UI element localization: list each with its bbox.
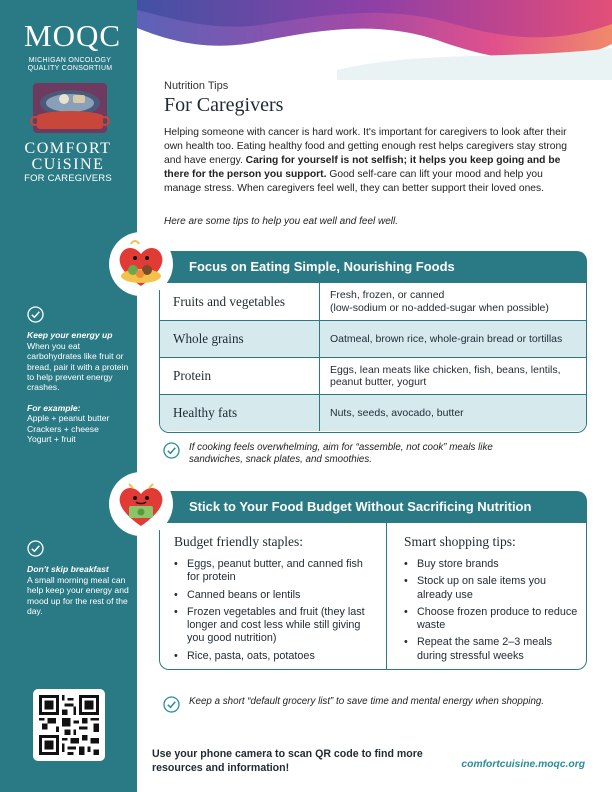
check-circle-icon <box>163 696 180 713</box>
food-category: Whole grains <box>160 321 320 357</box>
qr-code[interactable] <box>33 689 105 761</box>
sidebar <box>0 0 137 792</box>
list-item: • Frozen vegetables and fruit (they last longer and cost less while still giving you good nutrition) <box>174 606 374 646</box>
list-item: • Stock up on sale items you already use <box>404 575 579 602</box>
program-subtitle: FOR CAREGIVERS <box>24 173 112 184</box>
moqc-logo-subtitle: MICHIGAN ONCOLOGY QUALITY CONSORTIUM <box>27 57 113 72</box>
website-link[interactable]: comfortcuisine.moqc.org <box>461 759 585 770</box>
heart-money-icon <box>109 472 173 536</box>
tip-example: Crackers + cheese <box>27 423 99 434</box>
tip-heading: Don't skip breakfast <box>27 564 109 575</box>
page-eyebrow: Nutrition Tips <box>164 80 229 92</box>
program-title: COMFORT CUiSINE <box>24 140 112 173</box>
page-title: For Caregivers <box>164 94 284 116</box>
qr-instructions: Use your phone camera to scan QR code to find more resources and information! <box>152 748 423 774</box>
tip-body: A small morning meal can help keep your energy and mood up for the rest of the day. <box>27 574 129 617</box>
pot-icon <box>27 81 113 137</box>
tip-example-heading: For example: <box>27 402 81 413</box>
moqc-logo: MOQC <box>24 18 122 53</box>
table-row <box>160 283 586 320</box>
food-description: Oatmeal, brown rice, whole-grain bread or tortillas <box>330 332 563 345</box>
budget-box <box>159 523 587 670</box>
food-description: Nuts, seeds, avocado, butter <box>330 406 464 419</box>
food-category: Protein <box>160 358 320 394</box>
list-item: • Canned beans or lentils <box>174 589 374 602</box>
table-row <box>160 394 586 431</box>
list-item: • Repeat the same 2–3 meals during stressful weeks <box>404 636 579 663</box>
header-wave <box>137 0 612 80</box>
tip-example: Apple + peanut butter <box>27 413 110 424</box>
food-description: Eggs, lean meats like chicken, fish, beans, lentils, peanut butter, yogurt <box>330 363 561 388</box>
table-row <box>160 320 586 357</box>
shopping-tips-heading: Smart shopping tips: <box>404 534 516 549</box>
section-foods-header: Focus on Eating Simple, Nourishing Foods <box>159 251 587 283</box>
budget-staples-heading: Budget friendly staples: <box>174 534 303 549</box>
budget-note: Keep a short “default grocery list” to save time and mental energy when shopping. <box>163 696 549 713</box>
tip-body: When you eat carbohydrates like fruit or bread, pair it with a protein to help prevent energy crashes. <box>27 340 129 393</box>
check-circle-icon <box>27 306 44 323</box>
foods-table <box>159 283 587 433</box>
food-category: Fruits and vegetables <box>160 283 320 320</box>
check-circle-icon <box>163 442 180 459</box>
budget-staples-column <box>160 523 387 670</box>
list-item: • Choose frozen produce to reduce waste <box>404 606 579 633</box>
intro-tagline: Here are some tips to help you eat well and feel well. <box>164 216 399 227</box>
foods-note: If cooking feels overwhelming, aim for “assemble, not cook” meals like sandwiches, snack plates, and smoothies. <box>163 442 549 467</box>
shopping-tips-column <box>387 523 586 670</box>
sidebar-tip-breakfast <box>27 540 131 616</box>
tip-heading: Keep your energy up <box>27 330 113 341</box>
list-item: • Buy store brands <box>404 558 579 571</box>
qr-code-icon <box>39 695 99 755</box>
list-item: • Eggs, peanut butter, and canned fish for protein <box>174 558 374 585</box>
food-category: Healthy fats <box>160 395 320 431</box>
heart-food-icon <box>109 232 173 296</box>
list-item: • Rice, pasta, oats, potatoes <box>174 650 374 663</box>
sidebar-tip-energy <box>27 306 131 444</box>
food-description: Fresh, frozen, or canned (low-sodium or no-added-sugar when possible) <box>330 289 549 314</box>
section-budget-header: Stick to Your Food Budget Without Sacrificing Nutrition <box>159 491 587 523</box>
table-row <box>160 357 586 394</box>
intro-paragraph: Helping someone with cancer is hard work. It's important for caregivers to look after their own health too. Eating healthy food and getting enough rest helps caregivers stay strong and have energy. Caring for yourself is not selfish; it helps you keep going and be there for the person you support. Good self-care can lift your mood and help you manage stress. When caregivers feel well, they can better support their loved ones. <box>164 127 567 194</box>
tip-example: Yogurt + fruit <box>27 434 76 445</box>
check-circle-icon <box>27 540 44 557</box>
